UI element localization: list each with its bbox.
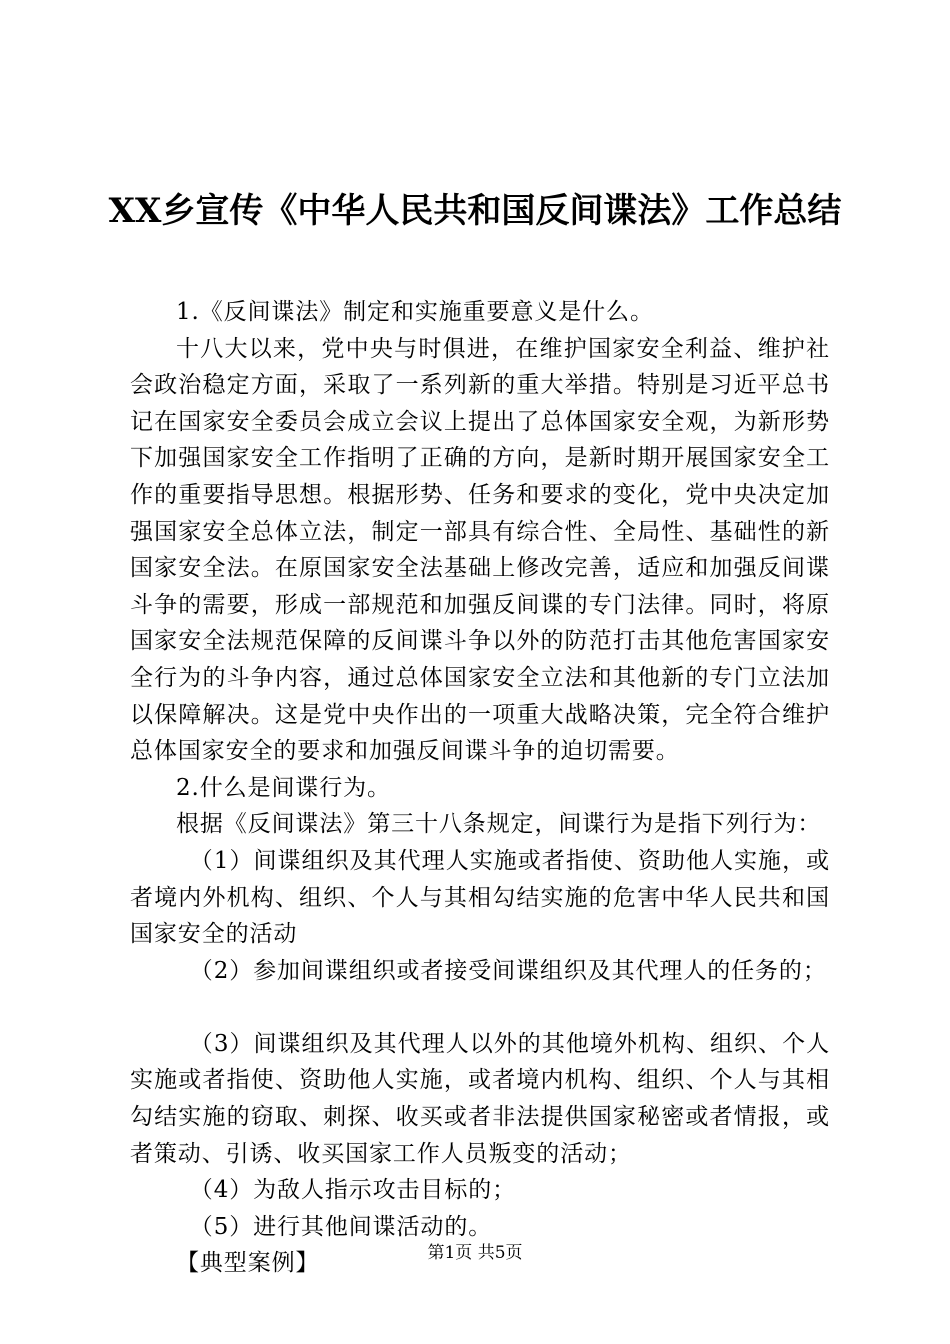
list-item-5: （5）进行其他间谍活动的。 [189, 1213, 493, 1240]
body-paragraph: 根据《反间谍法》第三十八条规定，间谍行为是指下列行为： [176, 811, 822, 838]
list-item-2: （2）参加间谍组织或者接受间谍组织及其代理人的任务的； [189, 957, 827, 984]
document-title: XX乡宣传《中华人民共和国反间谍法》工作总结 [108, 191, 842, 231]
page-footer: 第1页 共5页 [427, 1243, 523, 1263]
list-item-1: （1）间谍组织及其代理人实施或者指使、资助他人实施，或者境内外机构、组织、个人与其相勾结实施的危害中华人民共和国国家安全的活动 [130, 847, 830, 948]
document-body [130, 294, 830, 1282]
list-item-4: （4）为敌人指示攻击目标的； [189, 1177, 517, 1204]
question-heading-2: 2.什么是间谍行为。 [176, 774, 391, 801]
section-heading-typical-cases: 【典型案例】 [176, 1250, 320, 1277]
blank-line [130, 989, 830, 1026]
body-paragraph: 十八大以来，党中央与时俱进，在维护国家安全利益、维护社会政治稳定方面，采取了一系列新的重大举措。特别是习近平总书记在国家安全委员会成立会议上提出了总体国家安全观，为新形势下加强国家安全工作指明了正确的方向，是新时期开展国家安全工作的重要指导思想。根据形势、任务和要求的变化，党中央决定加强国家安全总体立法，制定一部具有综合性、全局性、基础性的新国家安全法。在原国家安全法基础上修改完善，适应和加强反间谍斗争的需要，形成一部规范和加强反间谍的专门法律。同时，将原国家安全法规范保障的反间谍斗争以外的防范打击其他危害国家安全行为的斗争内容，通过总体国家安全立法和其他新的专门立法加以保障解决。这是党中央作出的一项重大战略决策，完全符合维护总体国家安全的要求和加强反间谍斗争的迫切需要。 [130, 335, 830, 765]
list-item-3: （3）间谍组织及其代理人以外的其他境外机构、组织、个人实施或者指使、资助他人实施，或者境内机构、组织、个人与其相勾结实施的窃取、刺探、收买或者非法提供国家秘密或者情报，或者策动、引诱、收买国家工作人员叛变的活动； [130, 1030, 830, 1167]
question-heading-1: 1.《反间谍法》制定和实施重要意义是什么。 [176, 299, 654, 325]
